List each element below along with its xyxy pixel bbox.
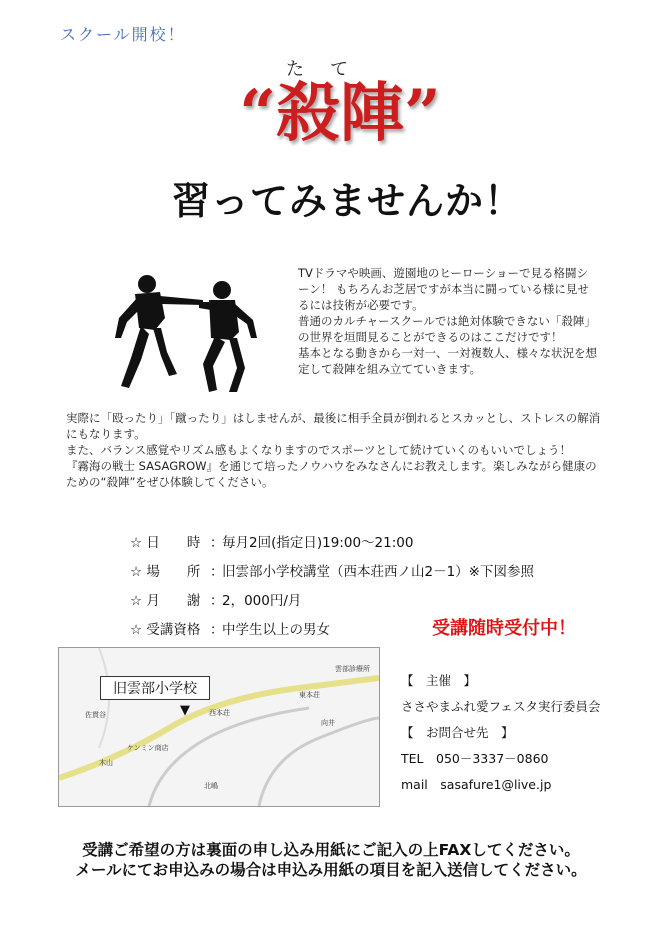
info-label: ☆ 日 時 <box>130 534 201 551</box>
body-paragraph: 実際に「殴ったり」「蹴ったり」はしませんが、最後に相手全員が倒れるとスカッとし、ストレスの解消にもなります。 <box>66 411 601 441</box>
map-pin-icon: ▼ <box>180 703 190 718</box>
info-value: 2，000円/月 <box>222 592 302 609</box>
info-colon: ： <box>210 592 224 609</box>
map-place: 木山 <box>99 759 113 767</box>
intro-text <box>298 265 598 377</box>
map-place: ケンミン商店 <box>127 744 169 752</box>
info-value: 毎月2回(指定日)19:00～21:00 <box>222 534 414 551</box>
map-place: 北嶋 <box>204 782 218 790</box>
map-school-label: 旧雲部小学校 <box>100 676 210 700</box>
footer-line: 受講ご希望の方は裏面の申し込み用紙にご記入の上FAXしてください。 <box>82 841 580 859</box>
location-map <box>58 647 380 807</box>
page-subtitle: 習ってみませんか！ <box>172 179 524 223</box>
info-colon: ： <box>210 621 224 638</box>
contact-heading: 【 お問合せ先 】 <box>401 725 514 740</box>
info-label: ☆ 受講資格 <box>130 621 201 638</box>
intro-paragraph: TVドラマや映画、遊園地のヒーローショーで見る格闘シーン！ もちろんお芝居ですが本当に闘っている様に見せるには技術が必要です。 <box>298 266 589 312</box>
contact-mail: mail sasafure1@live.jp <box>401 777 552 792</box>
page-title: “殺陣” <box>239 76 441 151</box>
info-colon: ： <box>210 563 224 580</box>
title-ruby: たて <box>286 59 374 80</box>
footer-note <box>40 840 622 880</box>
info-row-schedule <box>130 526 534 555</box>
map-place: 東本荘 <box>299 691 320 699</box>
body-paragraph: 『霧海の戦士 SASAGROW』を通じて培ったノウハウをみなさんにお教えします。楽しみながら健康のための“殺陣”をぜひ体験してください。 <box>66 459 597 489</box>
footer-line: メールにてお申込みの場合は申込み用紙の項目を記入送信してください。 <box>75 861 587 879</box>
intro-paragraph: 基本となる動きから一対一、一対複数人、様々な状況を想定して殺陣を組み立てていきます。 <box>298 346 597 376</box>
body-text <box>66 410 606 490</box>
info-row-place <box>130 555 534 584</box>
info-label: ☆ 月 謝 <box>130 592 201 609</box>
fighters-photo <box>105 268 275 400</box>
opening-banner: スクール開校！ <box>60 25 186 44</box>
map-place: 西本荘 <box>209 709 230 717</box>
intro-paragraph: 普通のカルチャースクールでは絶対体験できない「殺陣」の世界を垣間見ることができるのはここだけです！ <box>298 314 596 344</box>
organizer-block <box>401 668 600 798</box>
contact-tel: TEL 050－3337－0860 <box>401 751 549 766</box>
info-value: 中学生以上の男女 <box>222 621 330 638</box>
map-place: 向井 <box>321 719 335 727</box>
host-heading: 【 主催 】 <box>401 673 477 688</box>
body-paragraph: また、バランス感覚やリズム感もよくなりますのでスポーツとして続けていくのもいいでしょう！ <box>66 443 571 457</box>
accepting-badge: 受講随時受付中！ <box>432 618 576 639</box>
host-name: ささやまふれ愛フェスタ実行委員会 <box>401 699 601 714</box>
info-row-fee <box>130 584 534 613</box>
map-place: 佐貫谷 <box>85 711 106 719</box>
map-place: 雲部診療所 <box>335 665 370 673</box>
info-colon: ： <box>210 534 224 551</box>
info-value: 旧雲部小学校講堂（西本荘西ノ山2－1）※下図参照 <box>222 563 534 580</box>
info-label: ☆ 場 所 <box>130 563 201 580</box>
